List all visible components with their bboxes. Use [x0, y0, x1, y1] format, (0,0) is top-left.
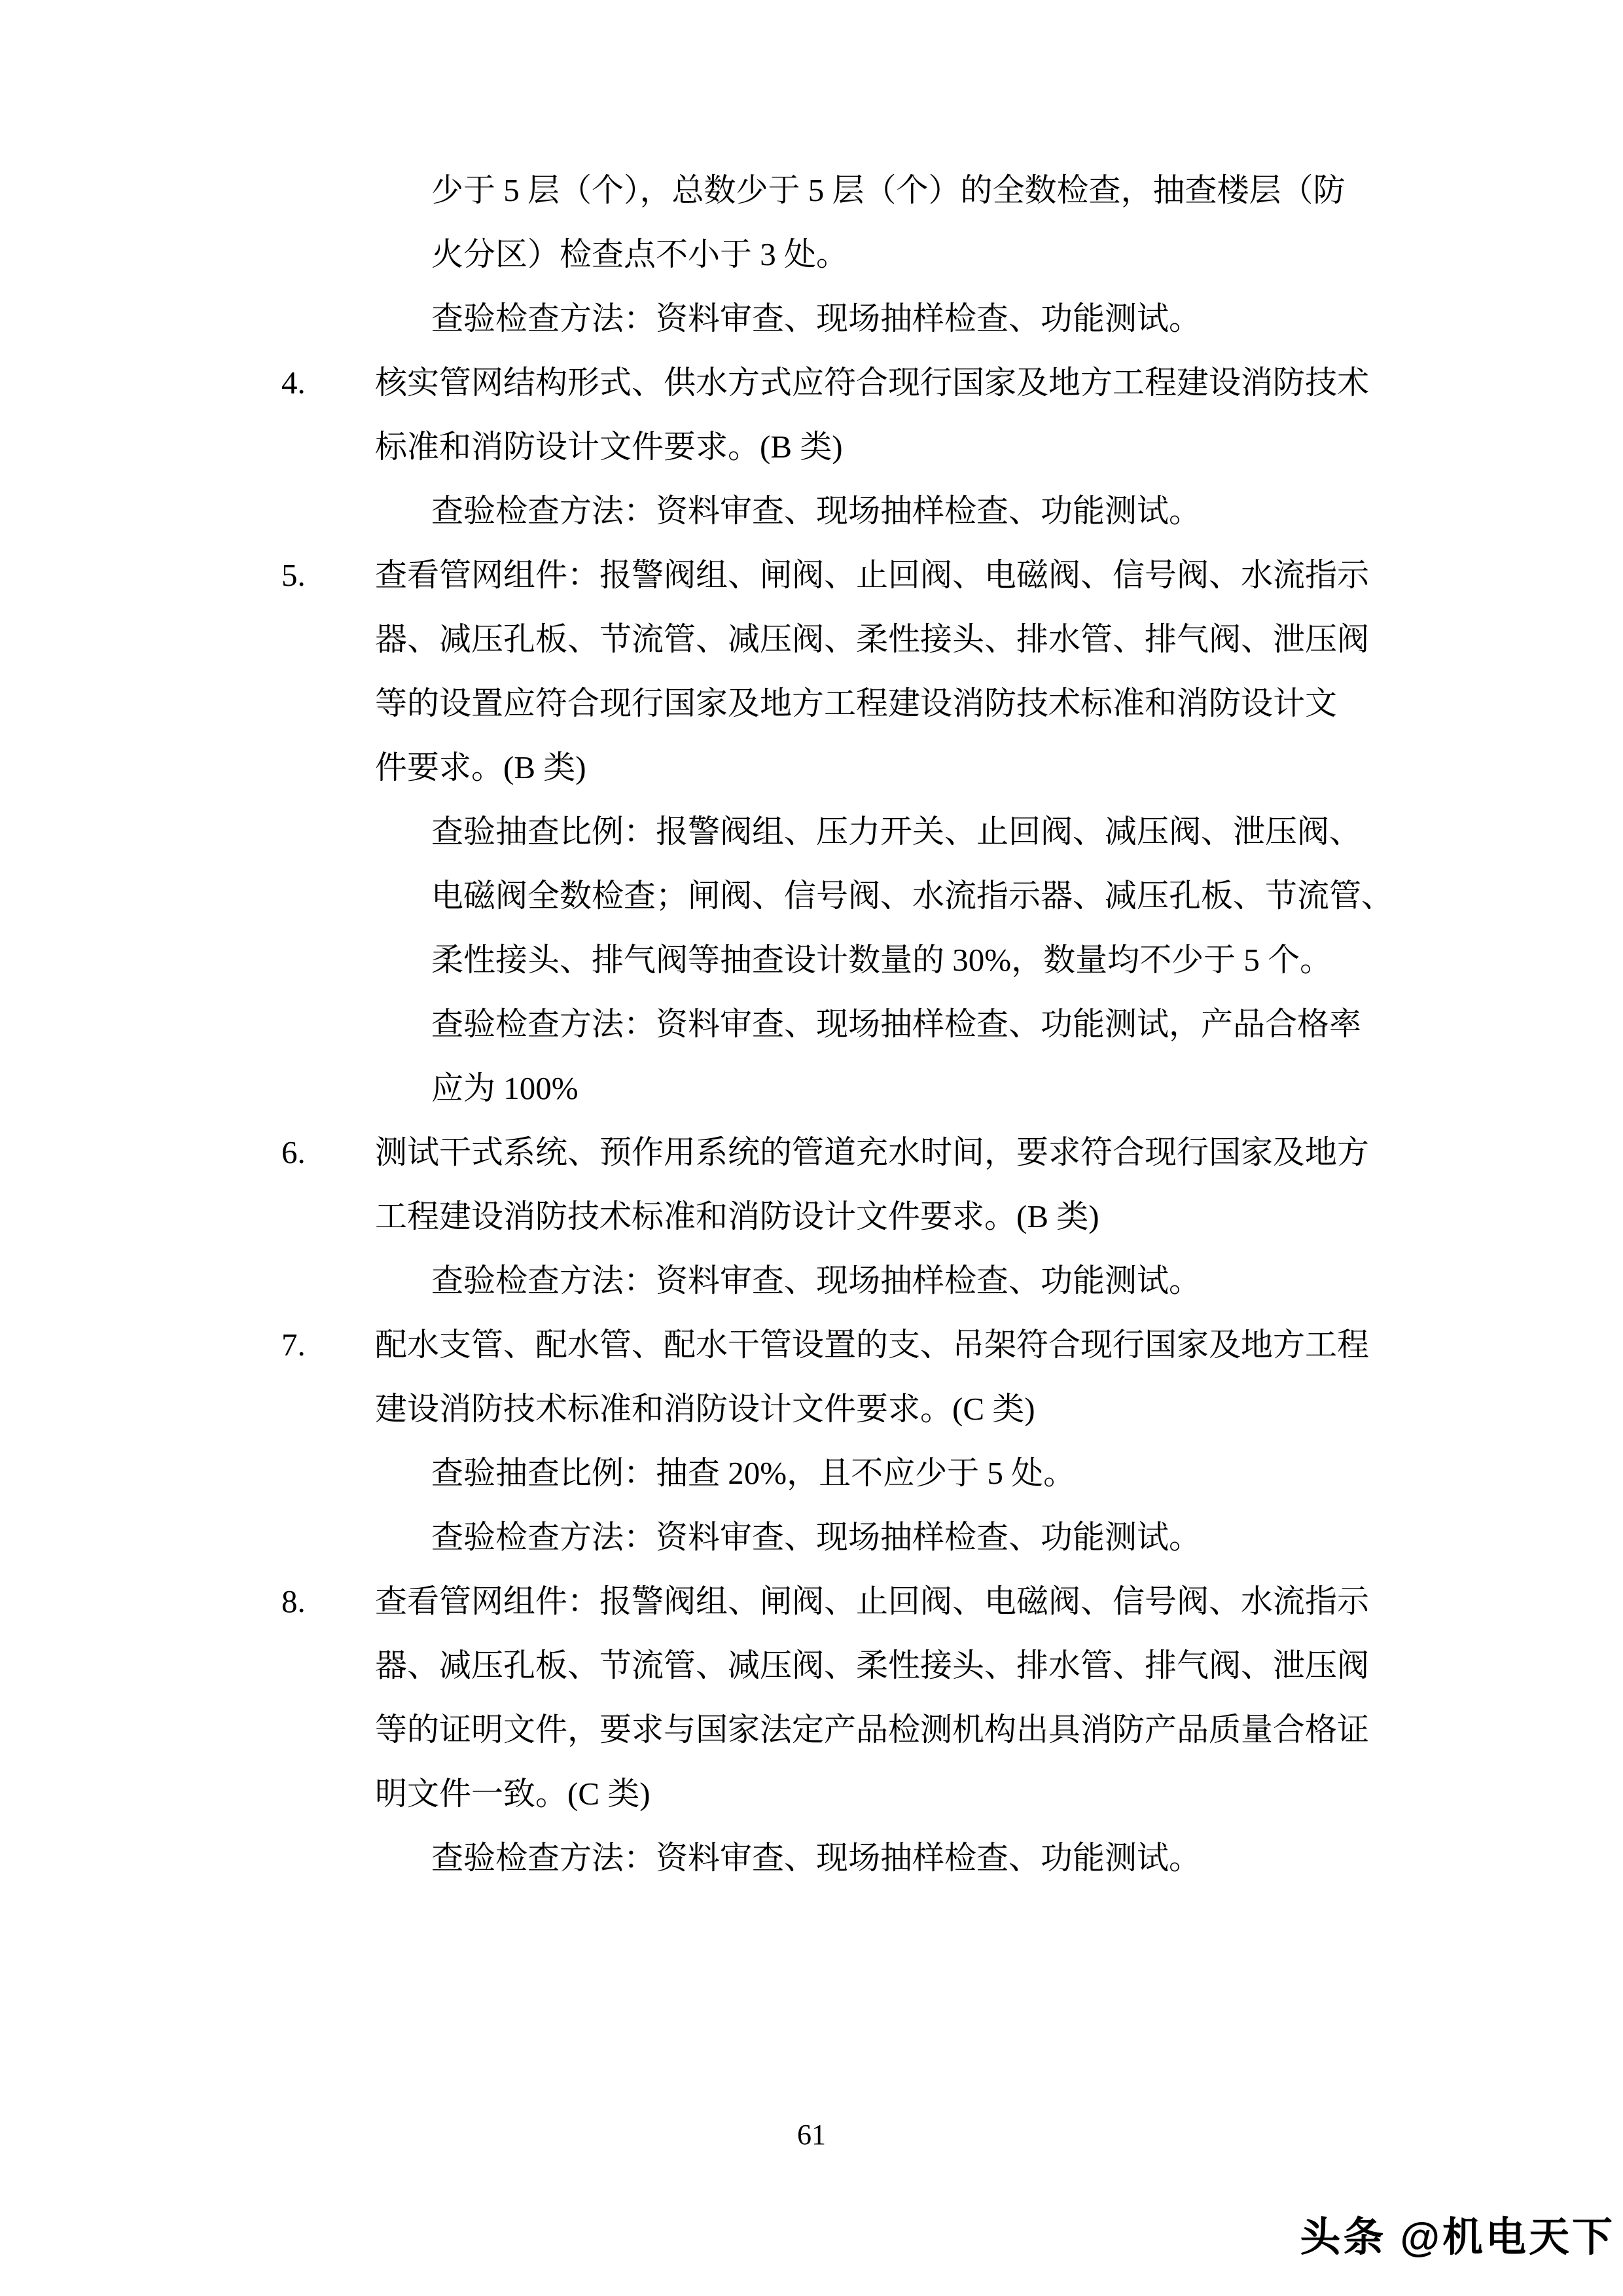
text-line	[0, 1056, 1623, 1121]
watermark: 头条 @机电天下	[1300, 2215, 1615, 2260]
line-text: 查验检查方法：资料审查、现场抽样检查、功能测试。	[431, 493, 1202, 529]
line-text: 建设消防技术标准和消防设计文件要求。(C 类)	[375, 1391, 1035, 1427]
line-text: 器、减压孔板、节流管、减压阀、柔性接头、排水管、排气阀、泄压阀	[375, 621, 1370, 657]
text-line	[0, 1762, 1623, 1826]
line-text: 测试干式系统、预作用系统的管道充水时间，要求符合现行国家及地方	[375, 1134, 1370, 1170]
text-line	[0, 607, 1623, 672]
text-line	[0, 1505, 1623, 1570]
line-text: 查验检查方法：资料审查、现场抽样检查、功能测试。	[431, 300, 1202, 336]
line-text: 查验抽查比例：报警阀组、压力开关、止回阀、减压阀、泄压阀、	[431, 814, 1362, 850]
line-text: 查验检查方法：资料审查、现场抽样检查、功能测试。	[431, 1263, 1202, 1299]
text-line	[0, 736, 1623, 800]
line-text: 配水支管、配水管、配水干管设置的支、吊架符合现行国家及地方工程	[375, 1327, 1370, 1363]
text-line	[0, 1377, 1623, 1441]
line-text: 等的证明文件，要求与国家法定产品检测机构出具消防产品质量合格证	[375, 1712, 1370, 1748]
line-text: 查验抽查比例：抽查 20%，且不应少于 5 处。	[431, 1455, 1076, 1491]
text-line	[0, 543, 1623, 607]
text-line	[0, 864, 1623, 928]
line-text: 明文件一致。(C 类)	[375, 1776, 651, 1812]
text-line	[0, 1441, 1623, 1505]
page-number: 61	[797, 2119, 826, 2151]
text-line	[0, 158, 1623, 223]
line-text: 等的设置应符合现行国家及地方工程建设消防技术标准和消防设计文	[375, 685, 1338, 721]
text-line	[0, 287, 1623, 351]
text-line	[0, 1570, 1623, 1634]
text-line	[0, 1634, 1623, 1698]
text-line	[0, 1313, 1623, 1377]
text-line	[0, 1249, 1623, 1313]
text-line	[0, 1826, 1623, 1890]
text-line	[0, 928, 1623, 992]
line-text: 查验检查方法：资料审查、现场抽样检查、功能测试。	[431, 1519, 1202, 1555]
line-text: 工程建设消防技术标准和消防设计文件要求。(B 类)	[375, 1198, 1099, 1234]
line-text: 柔性接头、排气阀等抽查设计数量的 30%，数量均不少于 5 个。	[431, 942, 1332, 978]
text-line	[0, 1185, 1623, 1249]
text-line	[0, 800, 1623, 864]
list-item-number: 8.	[281, 1583, 306, 1619]
list-item-number: 4.	[281, 365, 306, 401]
line-text: 查看管网组件：报警阀组、闸阀、止回阀、电磁阀、信号阀、水流指示	[375, 1583, 1370, 1619]
line-text: 核实管网结构形式、供水方式应符合现行国家及地方工程建设消防技术	[375, 365, 1370, 401]
text-line	[0, 992, 1623, 1056]
text-line	[0, 415, 1623, 479]
text-line	[0, 351, 1623, 415]
list-item-number: 5.	[281, 557, 306, 593]
text-line	[0, 1698, 1623, 1762]
list-item-number: 6.	[281, 1134, 306, 1170]
list-item-number: 7.	[281, 1327, 306, 1363]
document-body	[0, 158, 1623, 1890]
text-line	[0, 223, 1623, 287]
line-text: 查验检查方法：资料审查、现场抽样检查、功能测试。	[431, 1840, 1202, 1876]
line-text: 查看管网组件：报警阀组、闸阀、止回阀、电磁阀、信号阀、水流指示	[375, 557, 1370, 593]
line-text: 查验检查方法：资料审查、现场抽样检查、功能测试，产品合格率	[431, 1006, 1362, 1042]
line-text: 火分区）检查点不小于 3 处。	[431, 236, 849, 272]
line-text: 应为 100%	[431, 1070, 579, 1106]
line-text: 件要求。(B 类)	[375, 749, 586, 785]
text-line	[0, 672, 1623, 736]
line-text: 标准和消防设计文件要求。(B 类)	[375, 429, 843, 465]
line-text: 器、减压孔板、节流管、减压阀、柔性接头、排水管、排气阀、泄压阀	[375, 1647, 1370, 1683]
line-text: 电磁阀全数检查；闸阀、信号阀、水流指示器、减压孔板、节流管、	[431, 878, 1394, 914]
line-text: 少于 5 层（个），总数少于 5 层（个）的全数检查，抽查楼层（防	[431, 172, 1346, 208]
text-line	[0, 479, 1623, 543]
text-line	[0, 1121, 1623, 1185]
